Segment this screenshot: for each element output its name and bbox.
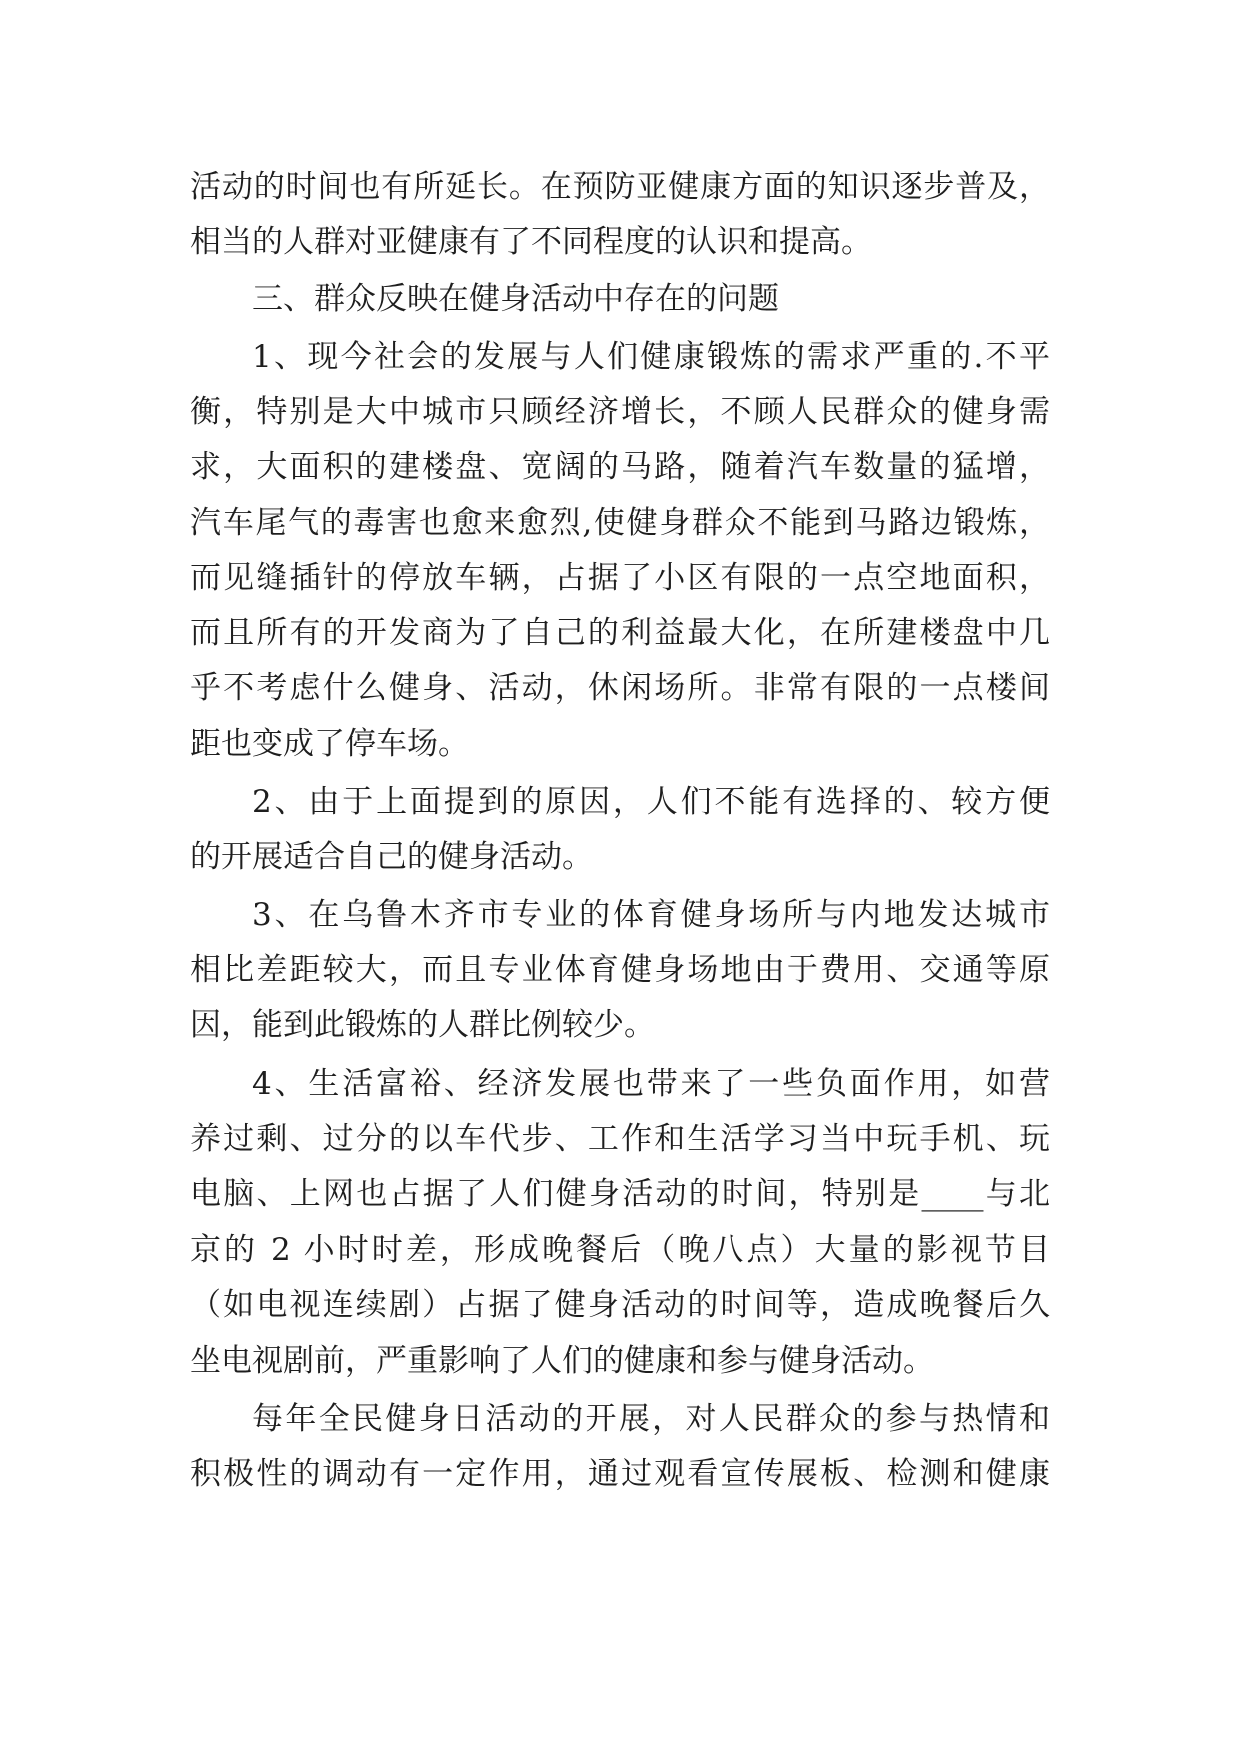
text-line: 汽车尾气的毒害也愈来愈烈,使健身群众不能到马路边锻炼， <box>190 505 1050 541</box>
text-line: 距也变成了停车场。 <box>190 726 469 762</box>
text-line: 的开展适合自己的健身活动。 <box>190 839 593 875</box>
text-line: 2、由于上面提到的原因，人们不能有选择的、较方便 <box>252 784 1050 820</box>
text-line: 1、现今社会的发展与人们健康锻炼的需求严重的.不平 <box>252 339 1050 375</box>
text-line: 因，能到此锻炼的人群比例较少。 <box>190 1007 655 1043</box>
text-line: 相当的人群对亚健康有了不同程度的认识和提高。 <box>190 224 872 260</box>
text-line: 京的 2 小时时差，形成晚餐后（晚八点）大量的影视节目 <box>190 1232 1050 1268</box>
text-line: 衡，特别是大中城市只顾经济增长，不顾人民群众的健身需 <box>190 394 1050 430</box>
text-line: 相比差距较大，而且专业体育健身场地由于费用、交通等原 <box>190 952 1050 988</box>
text-line: 4、生活富裕、经济发展也带来了一些负面作用，如营 <box>252 1066 1050 1102</box>
text-line: 活动的时间也有所延长。在预防亚健康方面的知识逐步普及， <box>190 169 1050 205</box>
text-line: 养过剩、过分的以车代步、工作和生活学习当中玩手机、玩 <box>190 1121 1050 1157</box>
section-heading: 三、群众反映在健身活动中存在的问题 <box>252 281 779 317</box>
text-line: 积极性的调动有一定作用，通过观看宣传展板、检测和健康 <box>190 1456 1050 1492</box>
text-line: 而见缝插针的停放车辆，占据了小区有限的一点空地面积， <box>190 560 1050 596</box>
text-line: 而且所有的开发商为了自己的利益最大化，在所建楼盘中几 <box>190 615 1050 651</box>
text-line: 坐电视剧前，严重影响了人们的健康和参与健身活动。 <box>190 1343 934 1379</box>
text-line: （如电视连续剧）占据了健身活动的时间等，造成晚餐后久 <box>190 1287 1050 1323</box>
text-line: 乎不考虑什么健身、活动，休闲场所。非常有限的一点楼间 <box>190 670 1050 706</box>
text-line: 求，大面积的建楼盘、宽阔的马路，随着汽车数量的猛增， <box>190 449 1050 485</box>
text-line: 每年全民健身日活动的开展，对人民群众的参与热情和 <box>252 1401 1050 1437</box>
text-line: 3、在乌鲁木齐市专业的体育健身场所与内地发达城市 <box>252 897 1050 933</box>
text-line: 电脑、上网也占据了人们健身活动的时间，特别是____与北 <box>190 1176 1050 1212</box>
